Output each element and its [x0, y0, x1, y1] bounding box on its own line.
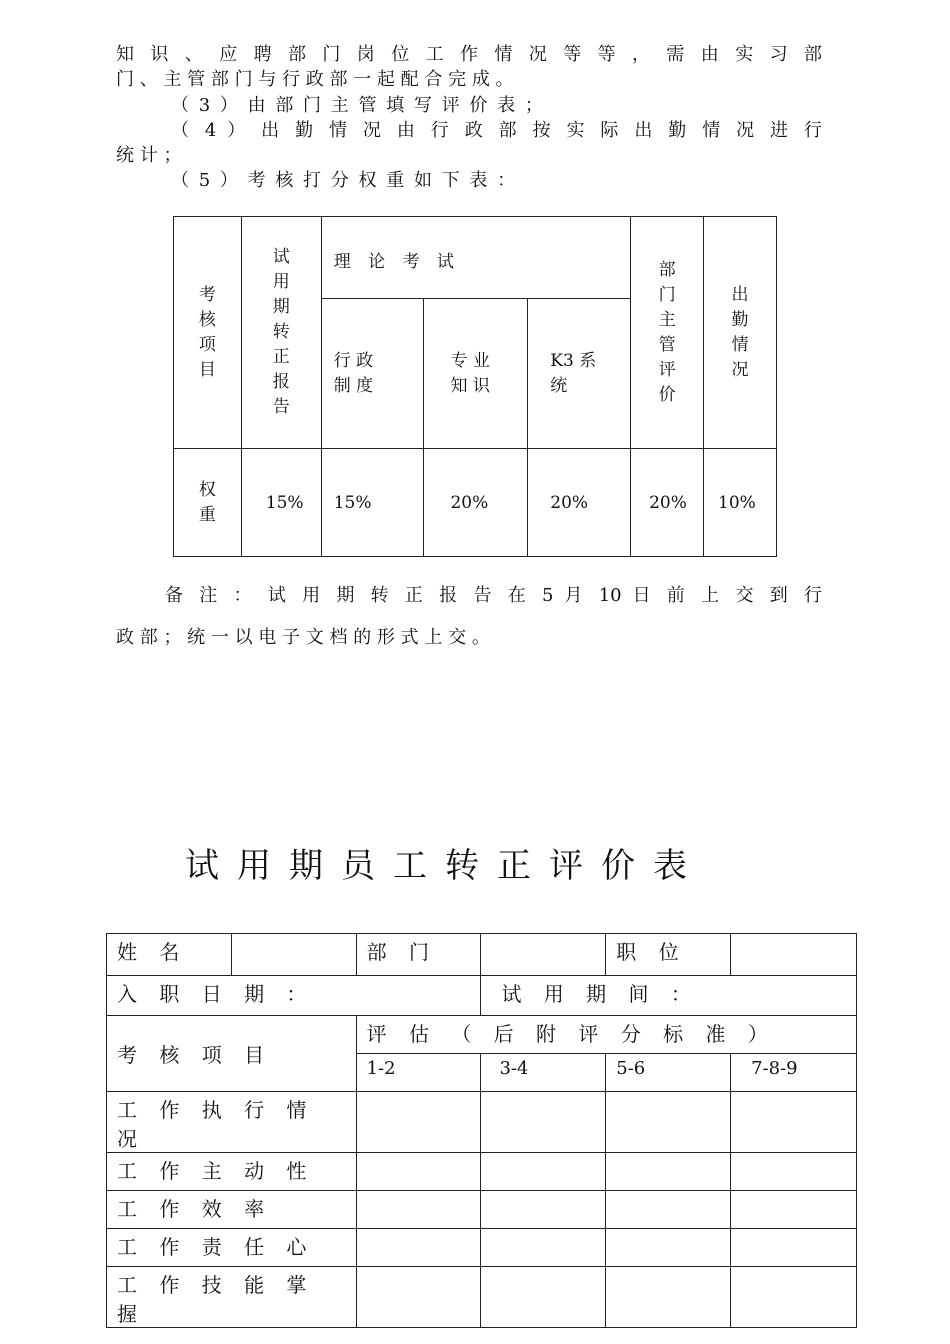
score-cell[interactable]	[481, 1153, 606, 1191]
intro-line-2: 门 、 主 管 部 门 与 行 政 部 一 起 配 合 完 成 。	[116, 69, 514, 90]
dept-field[interactable]	[481, 934, 606, 976]
header-manager-eval: 部门主管评价	[631, 217, 704, 449]
score-cell[interactable]	[606, 1153, 731, 1191]
position-field[interactable]	[731, 934, 857, 976]
score-cell[interactable]	[731, 1153, 857, 1191]
note-line-1: 备 注 ： 试 用 期 转 正 报 告 在 5 月 10 日 前 上 交 到 行	[165, 585, 822, 606]
sub-professional-knowledge: 专 业 知 识	[424, 299, 528, 449]
weight-professional: 20%	[424, 449, 528, 557]
score-cell[interactable]	[481, 1191, 606, 1229]
hire-date-field[interactable]: 入 职 日 期 ：	[107, 976, 481, 1016]
score-cell[interactable]	[731, 1191, 857, 1229]
name-label: 姓 名	[107, 934, 232, 976]
evaluation-form	[106, 933, 857, 1328]
sub-k3-system: K3 系 统	[528, 299, 631, 449]
score-range-4: 7-8-9	[731, 1054, 857, 1092]
name-field[interactable]	[231, 934, 356, 976]
score-cell[interactable]	[731, 1267, 857, 1328]
intro-item-4a: （ 4 ） 出 勤 情 况 由 行 政 部 按 实 际 出 勤 情 况 进 行	[171, 120, 822, 141]
score-cell[interactable]	[356, 1267, 481, 1328]
intro-line-1: 知 识 、 应 聘 部 门 岗 位 工 作 情 况 等 等 ， 需 由 实 习 部	[116, 44, 822, 65]
score-cell[interactable]	[481, 1229, 606, 1267]
header-report: 试用期转正报告	[241, 217, 321, 449]
weight-k3: 20%	[528, 449, 631, 557]
item-row-label: 工 作 效 率	[107, 1191, 357, 1229]
score-range-2: 3-4	[481, 1054, 606, 1092]
row-weight-label: 权重	[174, 449, 242, 557]
weight-manager: 20%	[631, 449, 704, 557]
item-row-label: 工 作 技 能 掌 握	[107, 1267, 357, 1328]
score-cell[interactable]	[356, 1191, 481, 1229]
header-attendance: 出勤情况	[704, 217, 777, 449]
score-cell[interactable]	[606, 1267, 731, 1328]
position-label: 职 位	[606, 934, 731, 976]
eval-header: 评 估 （ 后 附 评 分 标 准 ）	[356, 1016, 856, 1054]
intro-item-5: （ 5 ） 考 核 打 分 权 重 如 下 表 ：	[171, 170, 518, 191]
sub-admin-rules: 行 政 制 度	[321, 299, 424, 449]
score-cell[interactable]	[731, 1229, 857, 1267]
weight-attendance: 10%	[704, 449, 777, 557]
header-item: 考核项目	[174, 217, 242, 449]
trial-period-field[interactable]: 试 用 期 间 ：	[481, 976, 857, 1016]
score-range-3: 5-6	[606, 1054, 731, 1092]
score-cell[interactable]	[606, 1092, 731, 1153]
weight-admin: 15%	[321, 449, 424, 557]
weight-table	[173, 216, 777, 557]
score-cell[interactable]	[356, 1229, 481, 1267]
intro-item-4b: 统 计 ；	[116, 145, 182, 166]
score-cell[interactable]	[356, 1092, 481, 1153]
score-range-1: 1-2	[356, 1054, 481, 1092]
item-row-label: 工 作 主 动 性	[107, 1153, 357, 1191]
item-row-label: 工 作 执 行 情 况	[107, 1092, 357, 1153]
score-cell[interactable]	[356, 1153, 481, 1191]
dept-label: 部 门	[356, 934, 481, 976]
score-cell[interactable]	[731, 1092, 857, 1153]
score-cell[interactable]	[606, 1229, 731, 1267]
score-cell[interactable]	[481, 1092, 606, 1153]
form-title: 试用期员工转正评价表	[185, 846, 705, 886]
weight-report: 15%	[241, 449, 321, 557]
item-row-label: 工 作 责 任 心	[107, 1229, 357, 1267]
assess-item-label: 考 核 项 目	[107, 1016, 357, 1092]
note-line-2: 政 部 ； 统 一 以 电 子 文 档 的 形 式 上 交 。	[116, 627, 490, 648]
score-cell[interactable]	[606, 1191, 731, 1229]
intro-item-3: （ 3 ） 由 部 门 主 管 填 写 评 价 表 ；	[171, 95, 545, 116]
score-cell[interactable]	[481, 1267, 606, 1328]
header-theory-exam: 理 论 考 试	[321, 217, 630, 299]
